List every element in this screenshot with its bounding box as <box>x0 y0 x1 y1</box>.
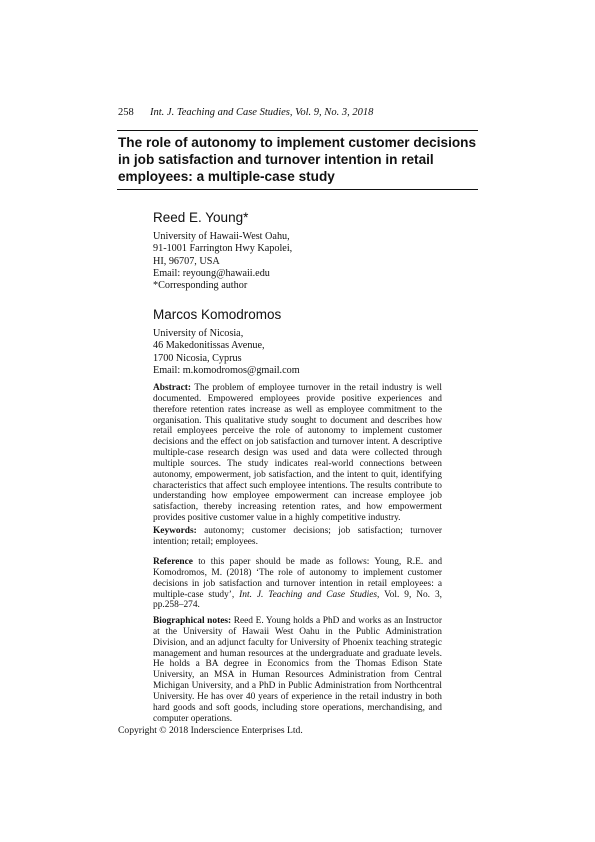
biographical-notes <box>153 616 442 724</box>
author-affiliation <box>153 328 453 377</box>
author-block-1 <box>153 210 453 292</box>
title-bottom-rule <box>117 189 478 190</box>
keywords-label: Keywords: <box>153 526 197 536</box>
abstract-label: Abstract: <box>153 383 192 393</box>
author-name: Marcos Komodromos <box>153 307 282 322</box>
author-affiliation <box>153 231 453 292</box>
reference-text: to this paper should be made as follows: Young, R.E. and Komodromos, M. (2018) ‘The role of autonomy to implement customer decisions in job satisfaction and turnover intention in retail employees: a multiple-case study’, <box>153 557 443 600</box>
corresponding-author-note: *Corresponding author <box>153 280 248 292</box>
abstract-text: The problem of employee turnover in the retail industry is well documented. Empowered employees provide positive experiences and therefore retention rates increase as well as employee commitment to the organisation. This qualitative study sought to document and describes how retail employees perceive the role of autonomy to implement customer decisions and the effect on job satisfaction and turnover intent. A descriptive multiple-case research design was used and data were collected through multiple sources. The study indicates real-world connections between autonomy, empowerment, job satisfaction, and the intent to quit, identifying characteristics that affect such employee intentions. The results contribute to understanding how employee empowerment can increase employee job satisfaction, thereby increasing retention rates, and how empowerment provides positive customer value in a highly competitive industry. <box>153 383 442 524</box>
affiliation-line: University of Hawaii-West Oahu, <box>153 231 290 242</box>
affiliation-line: HI, 96707, USA <box>153 255 220 267</box>
keywords-text: autonomy; customer decisions; job satisfaction; turnover intention; retail; employees. <box>153 526 442 547</box>
biographical-notes-text: Reed E. Young holds a PhD and works as an Instructor at the University of Hawaii West Oahu in the Public Administration Division, and an adjunct faculty for University of Phoenix teaching strategic management and human resources at the undergraduate and graduate levels. He holds a BA degree in Economics from the Thomas Edison State University, an MSA in Human Resources Administration from Central Michigan University, and a PhD in Public Administration from Northcentral University. He has over 40 years of experience in the retail industry in both hard goods and soft goods, including store operations, merchandising, and computer operations. <box>153 616 442 724</box>
affiliation-line: 46 Makedonitissas Avenue, <box>153 340 265 352</box>
article-title: The role of autonomy to implement customer decisions in job satisfaction and turnover intention in retail employees: a multiple-case study <box>118 135 477 184</box>
author-name: Reed E. Young* <box>153 210 249 225</box>
author-email: Email: m.komodromos@gmail.com <box>153 364 300 376</box>
page-number: 258 <box>118 107 134 118</box>
biographical-notes-label: Biographical notes: <box>153 616 232 626</box>
abstract <box>153 383 442 524</box>
reference-label: Reference <box>153 557 193 567</box>
author-block-2 <box>153 307 453 377</box>
copyright-notice: Copyright © 2018 Inderscience Enterprises Ltd. <box>118 725 303 736</box>
keywords <box>153 526 442 548</box>
author-email: Email: reyoung@hawaii.edu <box>153 267 270 279</box>
journal-citation: Int. J. Teaching and Case Studies, Vol. 9, No. 3, 2018 <box>150 107 374 118</box>
reference-note <box>153 557 442 611</box>
title-top-rule <box>117 130 478 131</box>
reference-journal: Int. J. Teaching and Case Studies <box>239 589 378 600</box>
affiliation-line: 91-1001 Farrington Hwy Kapolei, <box>153 243 293 255</box>
reference-volume: , Vol. 9, No. 3, pp.258–274. <box>153 589 442 611</box>
running-header <box>118 107 373 118</box>
affiliation-line: 1700 Nicosia, Cyprus <box>153 352 242 364</box>
affiliation-line: University of Nicosia, <box>153 328 244 339</box>
